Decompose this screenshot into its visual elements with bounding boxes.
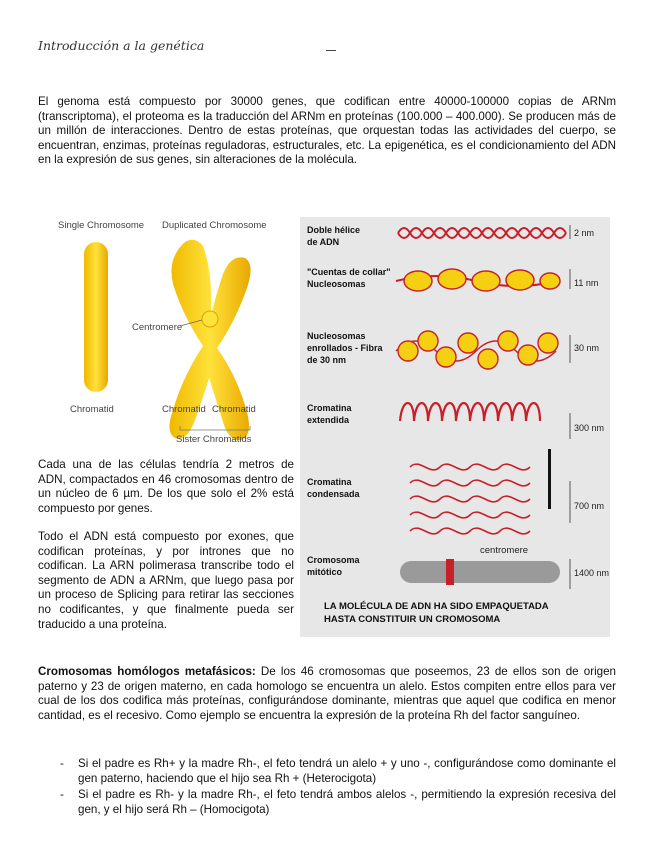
header-dash bbox=[326, 50, 336, 51]
list-item bbox=[38, 788, 616, 817]
mitotic-chromosome-shape bbox=[400, 561, 560, 583]
caption-line-1: LA MOLÉCULA DE ADN HA SIDO EMPAQUETADA bbox=[324, 601, 549, 612]
label-centromere-packing: centromere bbox=[480, 545, 529, 556]
bullet-dash: - bbox=[60, 788, 64, 802]
row4-label-2: extendida bbox=[307, 415, 350, 425]
row6-label-2: mitótico bbox=[307, 567, 342, 577]
row1-label-1: Doble hélice bbox=[307, 225, 361, 235]
page-header-title: Introducción a la genética bbox=[38, 38, 205, 53]
list-item bbox=[38, 757, 616, 786]
centromere-dot bbox=[202, 311, 218, 327]
row2-size: 11 nm bbox=[574, 278, 599, 288]
row5-label-2: condensada bbox=[307, 489, 360, 499]
row2-label-2: Nucleosomas bbox=[307, 279, 366, 289]
exons-paragraph: Todo el ADN está compuesto por exones, que codifican proteínas, y por intrones que no codifican. La ARN polimerasa transcribe todo el segmento de ADN a ARNm, que luego pasa por un proceso de Splicing para retirar las secciones no codificantes, y que finalmente pueda ser traducido a una proteína. bbox=[38, 530, 294, 631]
label-chromatid-single: Chromatid bbox=[70, 404, 114, 415]
label-single-chromosome: Single Chromosome bbox=[58, 220, 145, 231]
row3-label-3: de 30 nm bbox=[307, 355, 347, 365]
bullet-text: Si el padre es Rh+ y la madre Rh-, el feto tendrá un alelo + y uno -, configurándose como dominante el gen paterno, haciendo que el hijo sea Rh + (Heterocigota) bbox=[78, 757, 616, 785]
nucleosome-beads bbox=[404, 269, 560, 291]
dna-packing-figure bbox=[300, 217, 610, 637]
homologos-text: De los 46 cromosomas que poseemos, 23 de ellos son de origen paterno y 23 de origen materno, en cada homologo se encuentra un alelo. Estos compiten entre ellos para ver cual de los dos codifica más proteínas, configurándose dominante, mientras que aquel que codifica en menor cantidad, es el recesivo. Como ejemplo se encuentra la expresión de la proteína Rh del factor sanguíneo. bbox=[38, 665, 616, 722]
label-sister-chromatids: Sister Chromatids bbox=[176, 434, 252, 445]
row1-label-2: de ADN bbox=[307, 237, 340, 247]
bullet-text: Si el padre es Rh- y la madre Rh-, el feto tendrá ambos alelos -, permitiendo la expresión recesiva del gen, y el hijo será Rh – (Homocigota) bbox=[78, 788, 616, 816]
intro-paragraph: El genoma está compuesto por 30000 genes, que codifican entre 40000-100000 copias de ARNm (transcriptoma), el proteoma es la traducción del ARNm en proteínas (100.000 – 400.000). Se producen más de un millón de interacciones. Dentro de estas proteínas, que orquestan todas las actividades del cuerpo, se encuentran, enzimas, proteínas reguladoras, estructurales, etc. La epigenética, es el condicionamiento del ADN en la expresión de sus genes, sin alteraciones de la molécula. bbox=[38, 95, 616, 167]
row4-label-1: Cromatina bbox=[307, 403, 352, 413]
row5-label-1: Cromatina bbox=[307, 477, 352, 487]
homologos-title: Cromosomas homólogos metafásicos: bbox=[38, 665, 256, 678]
row4-size: 300 nm bbox=[574, 423, 605, 433]
label-duplicated-chromosome: Duplicated Chromosome bbox=[162, 220, 267, 231]
row3-size: 30 nm bbox=[574, 343, 600, 353]
row3-label-2: enrollados - Fibra bbox=[307, 343, 383, 353]
label-centromere: Centromere bbox=[132, 322, 183, 333]
label-chromatid-a: Chromatid bbox=[162, 404, 206, 415]
mitotic-centromere-mark bbox=[446, 559, 454, 585]
row6-label-1: Cromosoma bbox=[307, 555, 360, 565]
row5-size: 700 nm bbox=[574, 501, 605, 511]
label-chromatid-b: Chromatid bbox=[212, 404, 256, 415]
homologos-paragraph bbox=[38, 665, 616, 723]
row6-size: 1400 nm bbox=[574, 568, 610, 578]
row3-label-1: Nucleosomas bbox=[307, 331, 366, 341]
caption-line-2: HASTA CONSTITUIR UN CROMOSOMA bbox=[324, 614, 501, 625]
bullet-dash: - bbox=[60, 757, 64, 770]
row1-size: 2 nm bbox=[574, 228, 595, 238]
chromosome-figure bbox=[40, 212, 292, 450]
extended-chromatin-loops bbox=[400, 403, 540, 421]
condensed-chromatin bbox=[410, 464, 530, 534]
row2-label-1: "Cuentas de collar" bbox=[307, 267, 391, 277]
single-chromosome-shape bbox=[84, 242, 108, 392]
cells-paragraph: Cada una de las células tendría 2 metros de ADN, compactados en 46 cromosomas dentro de un núcleo de 6 µm. De los que solo el 2% está compuesto por genes. bbox=[38, 458, 294, 515]
double-helix-strand-b bbox=[398, 228, 566, 238]
rh-bullet-list bbox=[38, 757, 616, 819]
